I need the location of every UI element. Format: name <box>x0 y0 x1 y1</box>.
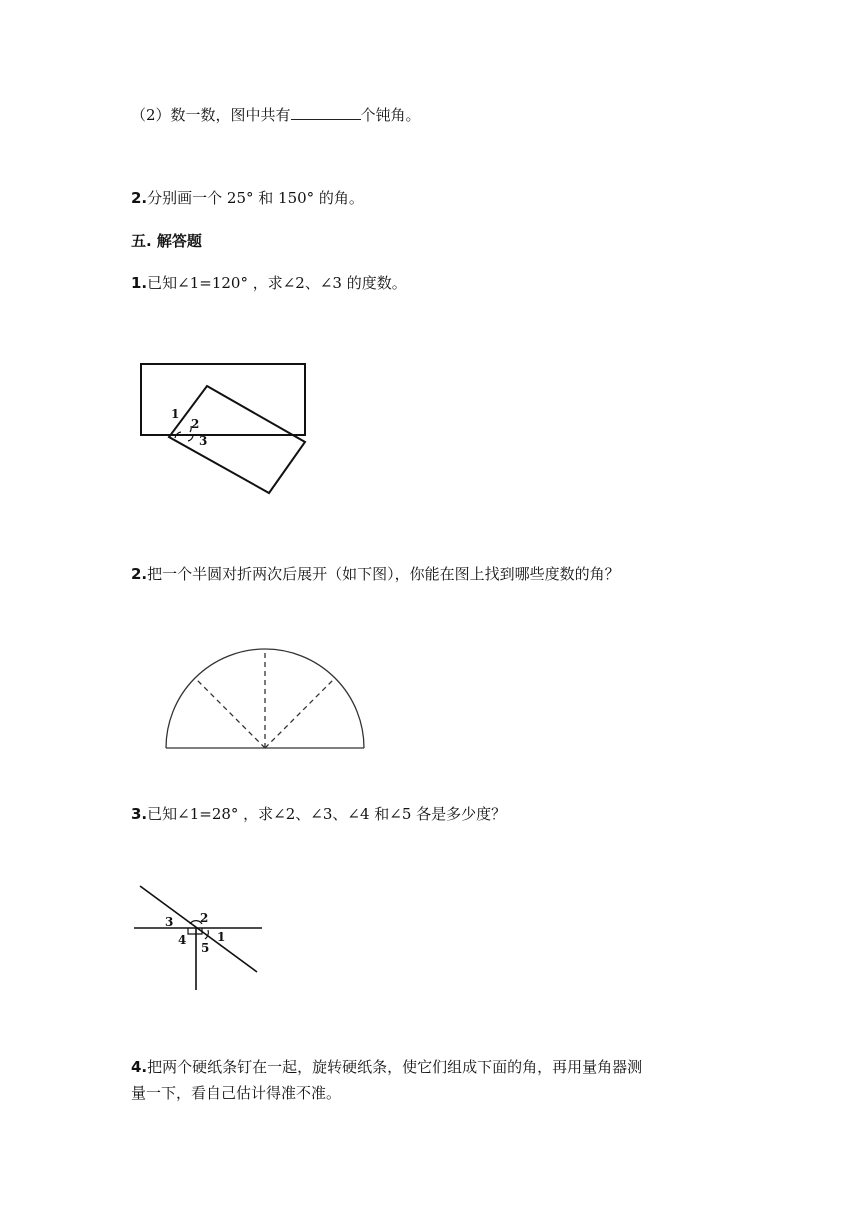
angle-label-2: 2 <box>200 911 209 925</box>
problem-number: 2. <box>131 565 148 583</box>
right-angle-mark-left <box>188 928 196 934</box>
problem-number: 1. <box>131 274 148 292</box>
section-title: 五. 解答题 <box>131 232 202 250</box>
problem-number: 3. <box>131 805 148 823</box>
question-text: （2）数一数，图中共有 <box>131 106 291 124</box>
question-number: 2. <box>131 189 148 207</box>
angle-label-2: 2 <box>191 417 200 431</box>
angle-label-1: 1 <box>171 407 180 421</box>
angle-label-1: 1 <box>217 930 226 944</box>
problem-text: 把一个半圆对折两次后展开（如下图），你能在图上找到哪些度数的角？ <box>147 565 620 583</box>
problem-text: 已知∠1=28° ，求∠2、∠3、∠4 和∠5 各是多少度？ <box>147 805 507 823</box>
problem-4-continued: 量一下，看自己估计得准不准。 <box>131 1084 342 1102</box>
problem-number: 4. <box>131 1058 148 1076</box>
angle-label-5: 5 <box>201 941 210 955</box>
angle-label-4: 4 <box>178 933 187 947</box>
slanted-line <box>140 886 257 972</box>
problem-4 <box>131 1056 642 1078</box>
problem-text: 已知∠1=120° ，求∠2、∠3 的度数。 <box>147 274 407 292</box>
question-text-suffix: 个钝角。 <box>360 106 421 124</box>
angle-label-3: 3 <box>199 434 208 448</box>
problem-text: 把两个硬纸条钉在一起，旋转硬纸条，使它们组成下面的角，再用量角器测 <box>147 1058 643 1076</box>
question-text: 分别画一个 25° 和 150° 的角。 <box>147 189 364 207</box>
angle-label-3: 3 <box>165 915 174 929</box>
